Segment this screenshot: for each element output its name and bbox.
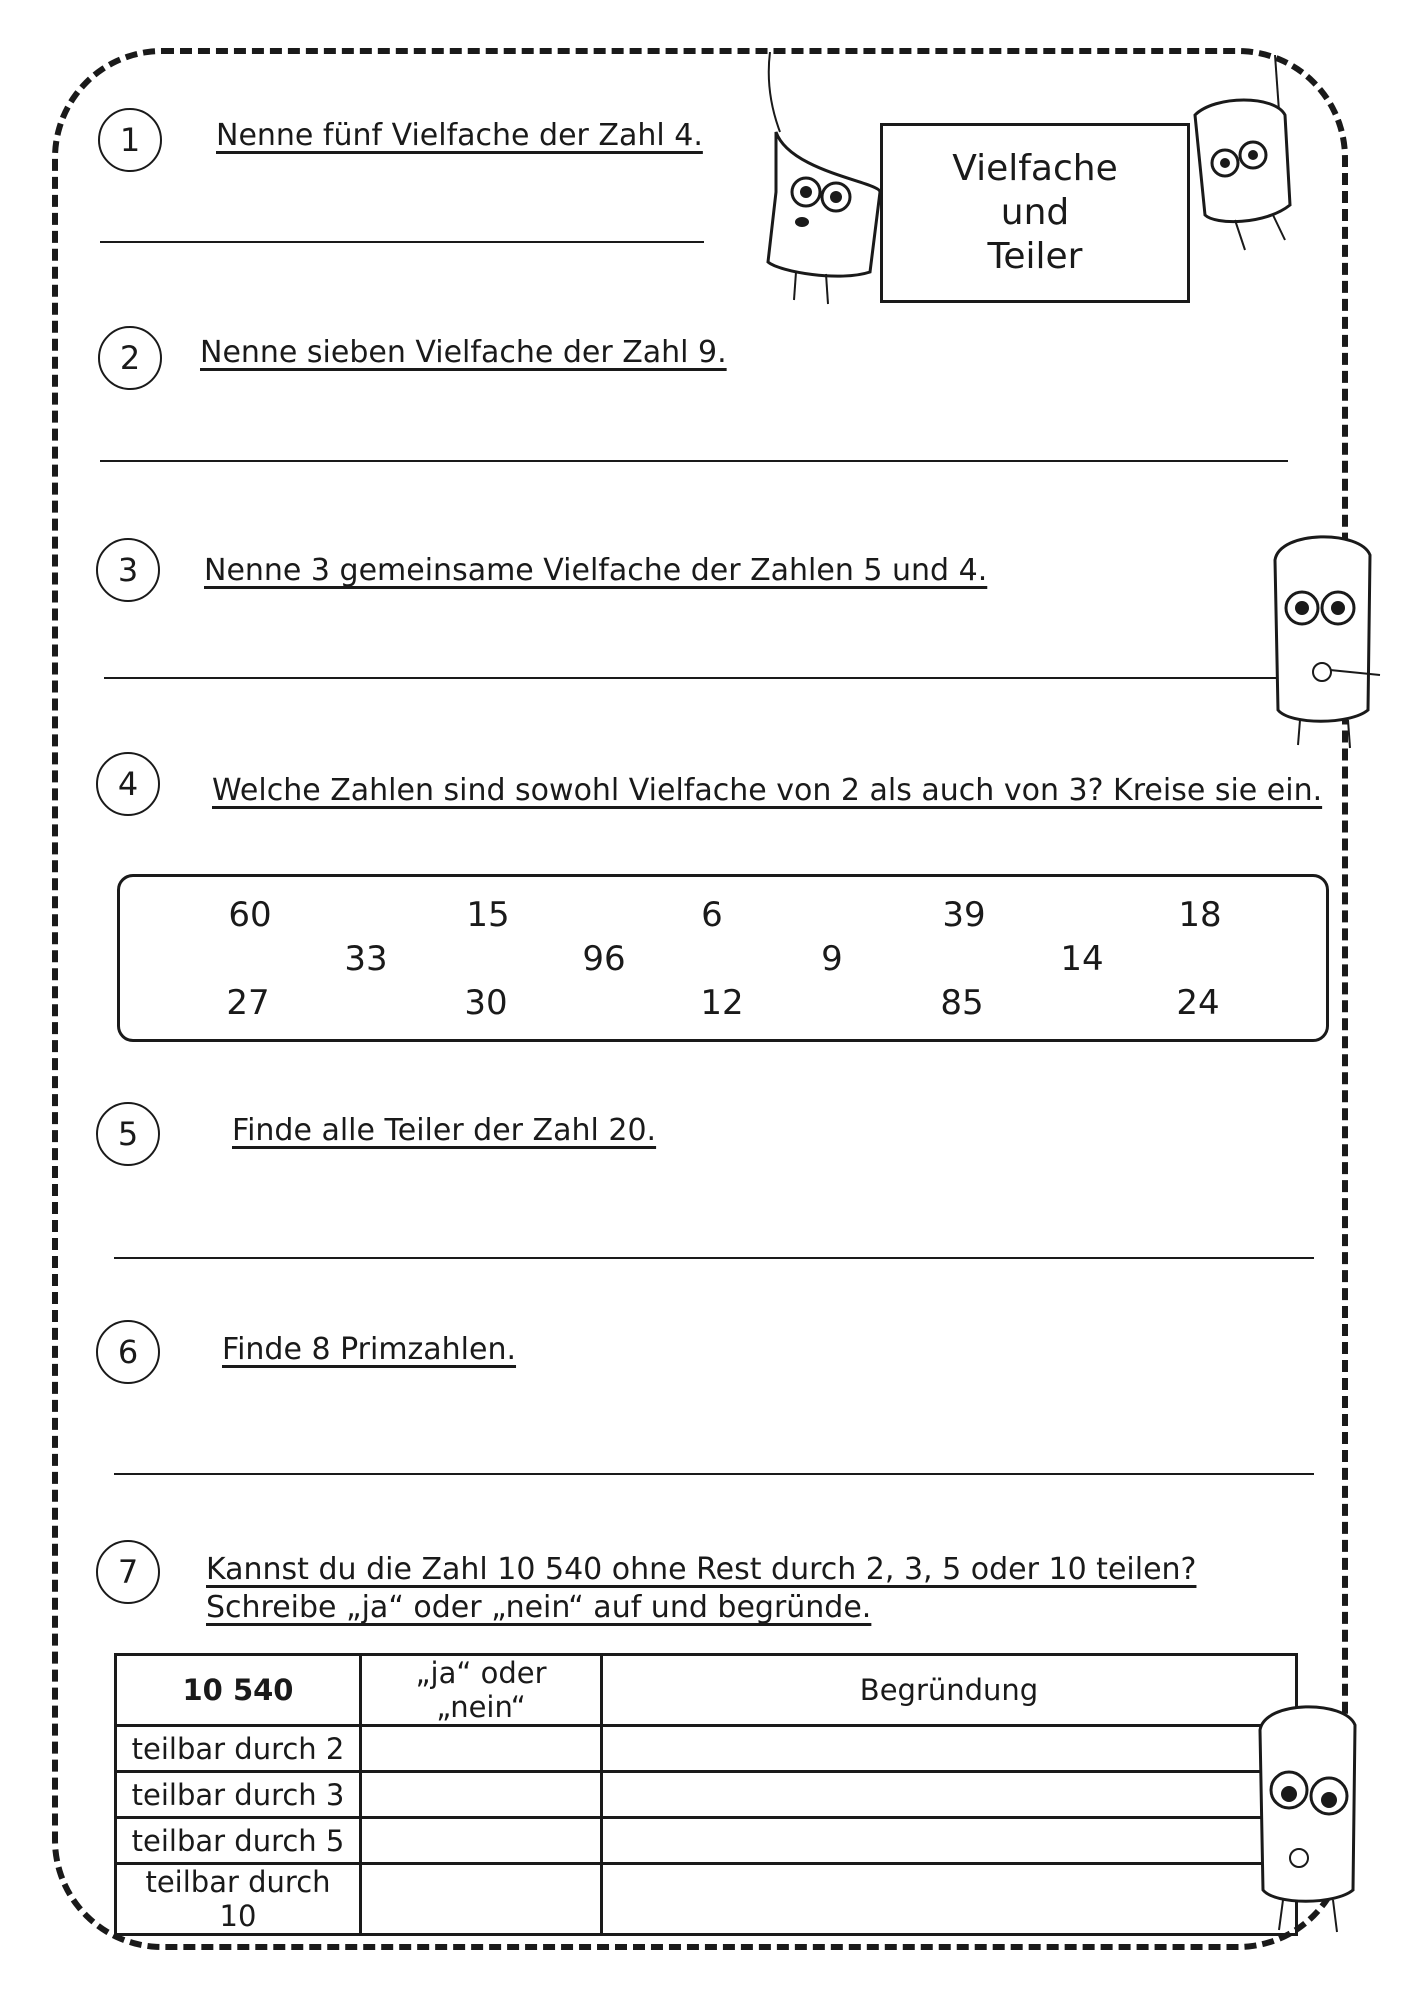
- task-6-answer-line[interactable]: [114, 1473, 1314, 1475]
- table-row: [116, 1818, 1297, 1864]
- circle-number[interactable]: 18: [1178, 895, 1222, 935]
- circle-number[interactable]: 24: [1176, 983, 1220, 1023]
- task-3-number: 3: [96, 538, 160, 602]
- task-2-text: Nenne sieben Vielfache der Zahl 9.: [200, 335, 727, 370]
- table-header-reason: Begründung: [602, 1655, 1297, 1726]
- yes-no-cell[interactable]: [361, 1818, 602, 1864]
- yes-no-cell[interactable]: [361, 1772, 602, 1818]
- task-7-number: 7: [96, 1540, 160, 1604]
- task-5-text: Finde alle Teiler der Zahl 20.: [232, 1113, 657, 1148]
- circle-number[interactable]: 15: [466, 895, 510, 935]
- cartoon-character-left-icon: [760, 52, 890, 317]
- table-row: [116, 1864, 1297, 1935]
- circle-number[interactable]: 85: [940, 983, 984, 1023]
- circle-number[interactable]: 39: [942, 895, 986, 935]
- table-row: [116, 1772, 1297, 1818]
- circle-number[interactable]: 60: [228, 895, 272, 935]
- reason-cell[interactable]: [602, 1772, 1297, 1818]
- task-6-text: Finde 8 Primzahlen.: [222, 1332, 517, 1367]
- circle-number[interactable]: 6: [701, 895, 723, 935]
- title-banner: [880, 123, 1190, 303]
- circle-number[interactable]: 33: [344, 939, 388, 979]
- circle-number[interactable]: 27: [226, 983, 270, 1023]
- reason-cell[interactable]: [602, 1818, 1297, 1864]
- reason-cell[interactable]: [602, 1726, 1297, 1772]
- row-label: teilbar durch 5: [116, 1818, 361, 1864]
- circle-number[interactable]: 9: [821, 939, 843, 979]
- task-5-number: 5: [96, 1102, 160, 1166]
- row-label: teilbar durch 2: [116, 1726, 361, 1772]
- table-header-row: [116, 1655, 1297, 1726]
- row-label: teilbar durch 10: [116, 1864, 361, 1935]
- cartoon-character-bottom-icon: [1255, 1700, 1370, 1940]
- cartoon-character-middle-icon: [1270, 530, 1385, 755]
- circle-number[interactable]: 12: [700, 983, 744, 1023]
- circle-number[interactable]: 96: [582, 939, 626, 979]
- task-7-text: Kannst du die Zahl 10 540 ohne Rest durch 2, 3, 5 oder 10 teilen? Schreibe „ja“ oder „nein“ auf und begründe.: [206, 1552, 1197, 1625]
- table-header-yes-no: „ja“ oder „nein“: [361, 1655, 602, 1726]
- table-header-number: 10 540: [116, 1655, 361, 1726]
- task-6-number: 6: [96, 1320, 160, 1384]
- task-1-text: Nenne fünf Vielfache der Zahl 4.: [216, 118, 703, 153]
- yes-no-cell[interactable]: [361, 1726, 602, 1772]
- task-2-answer-line[interactable]: [100, 460, 1288, 462]
- task-3-text: Nenne 3 gemeinsame Vielfache der Zahlen 5 und 4.: [204, 553, 988, 588]
- yes-no-cell[interactable]: [361, 1864, 602, 1935]
- task-1-number: 1: [98, 108, 162, 172]
- table-row: [116, 1726, 1297, 1772]
- cartoon-character-right-icon: [1185, 55, 1300, 265]
- task-4-number: 4: [96, 752, 160, 816]
- circle-number[interactable]: 14: [1060, 939, 1104, 979]
- task-1-answer-line[interactable]: [100, 241, 704, 243]
- reason-cell[interactable]: [602, 1864, 1297, 1935]
- task-3-answer-line[interactable]: [104, 677, 1288, 679]
- task-4-text: Welche Zahlen sind sowohl Vielfache von 2 als auch von 3? Kreise sie ein.: [212, 773, 1323, 808]
- banner-line-3: Teiler: [987, 236, 1083, 277]
- number-box: [117, 874, 1329, 1042]
- task-2-number: 2: [98, 326, 162, 390]
- row-label: teilbar durch 3: [116, 1772, 361, 1818]
- task-5-answer-line[interactable]: [114, 1257, 1314, 1259]
- banner-line-1: Vielfache: [952, 148, 1118, 189]
- circle-number[interactable]: 30: [464, 983, 508, 1023]
- divisibility-table: [114, 1653, 1298, 1936]
- banner-line-2: und: [1000, 192, 1070, 233]
